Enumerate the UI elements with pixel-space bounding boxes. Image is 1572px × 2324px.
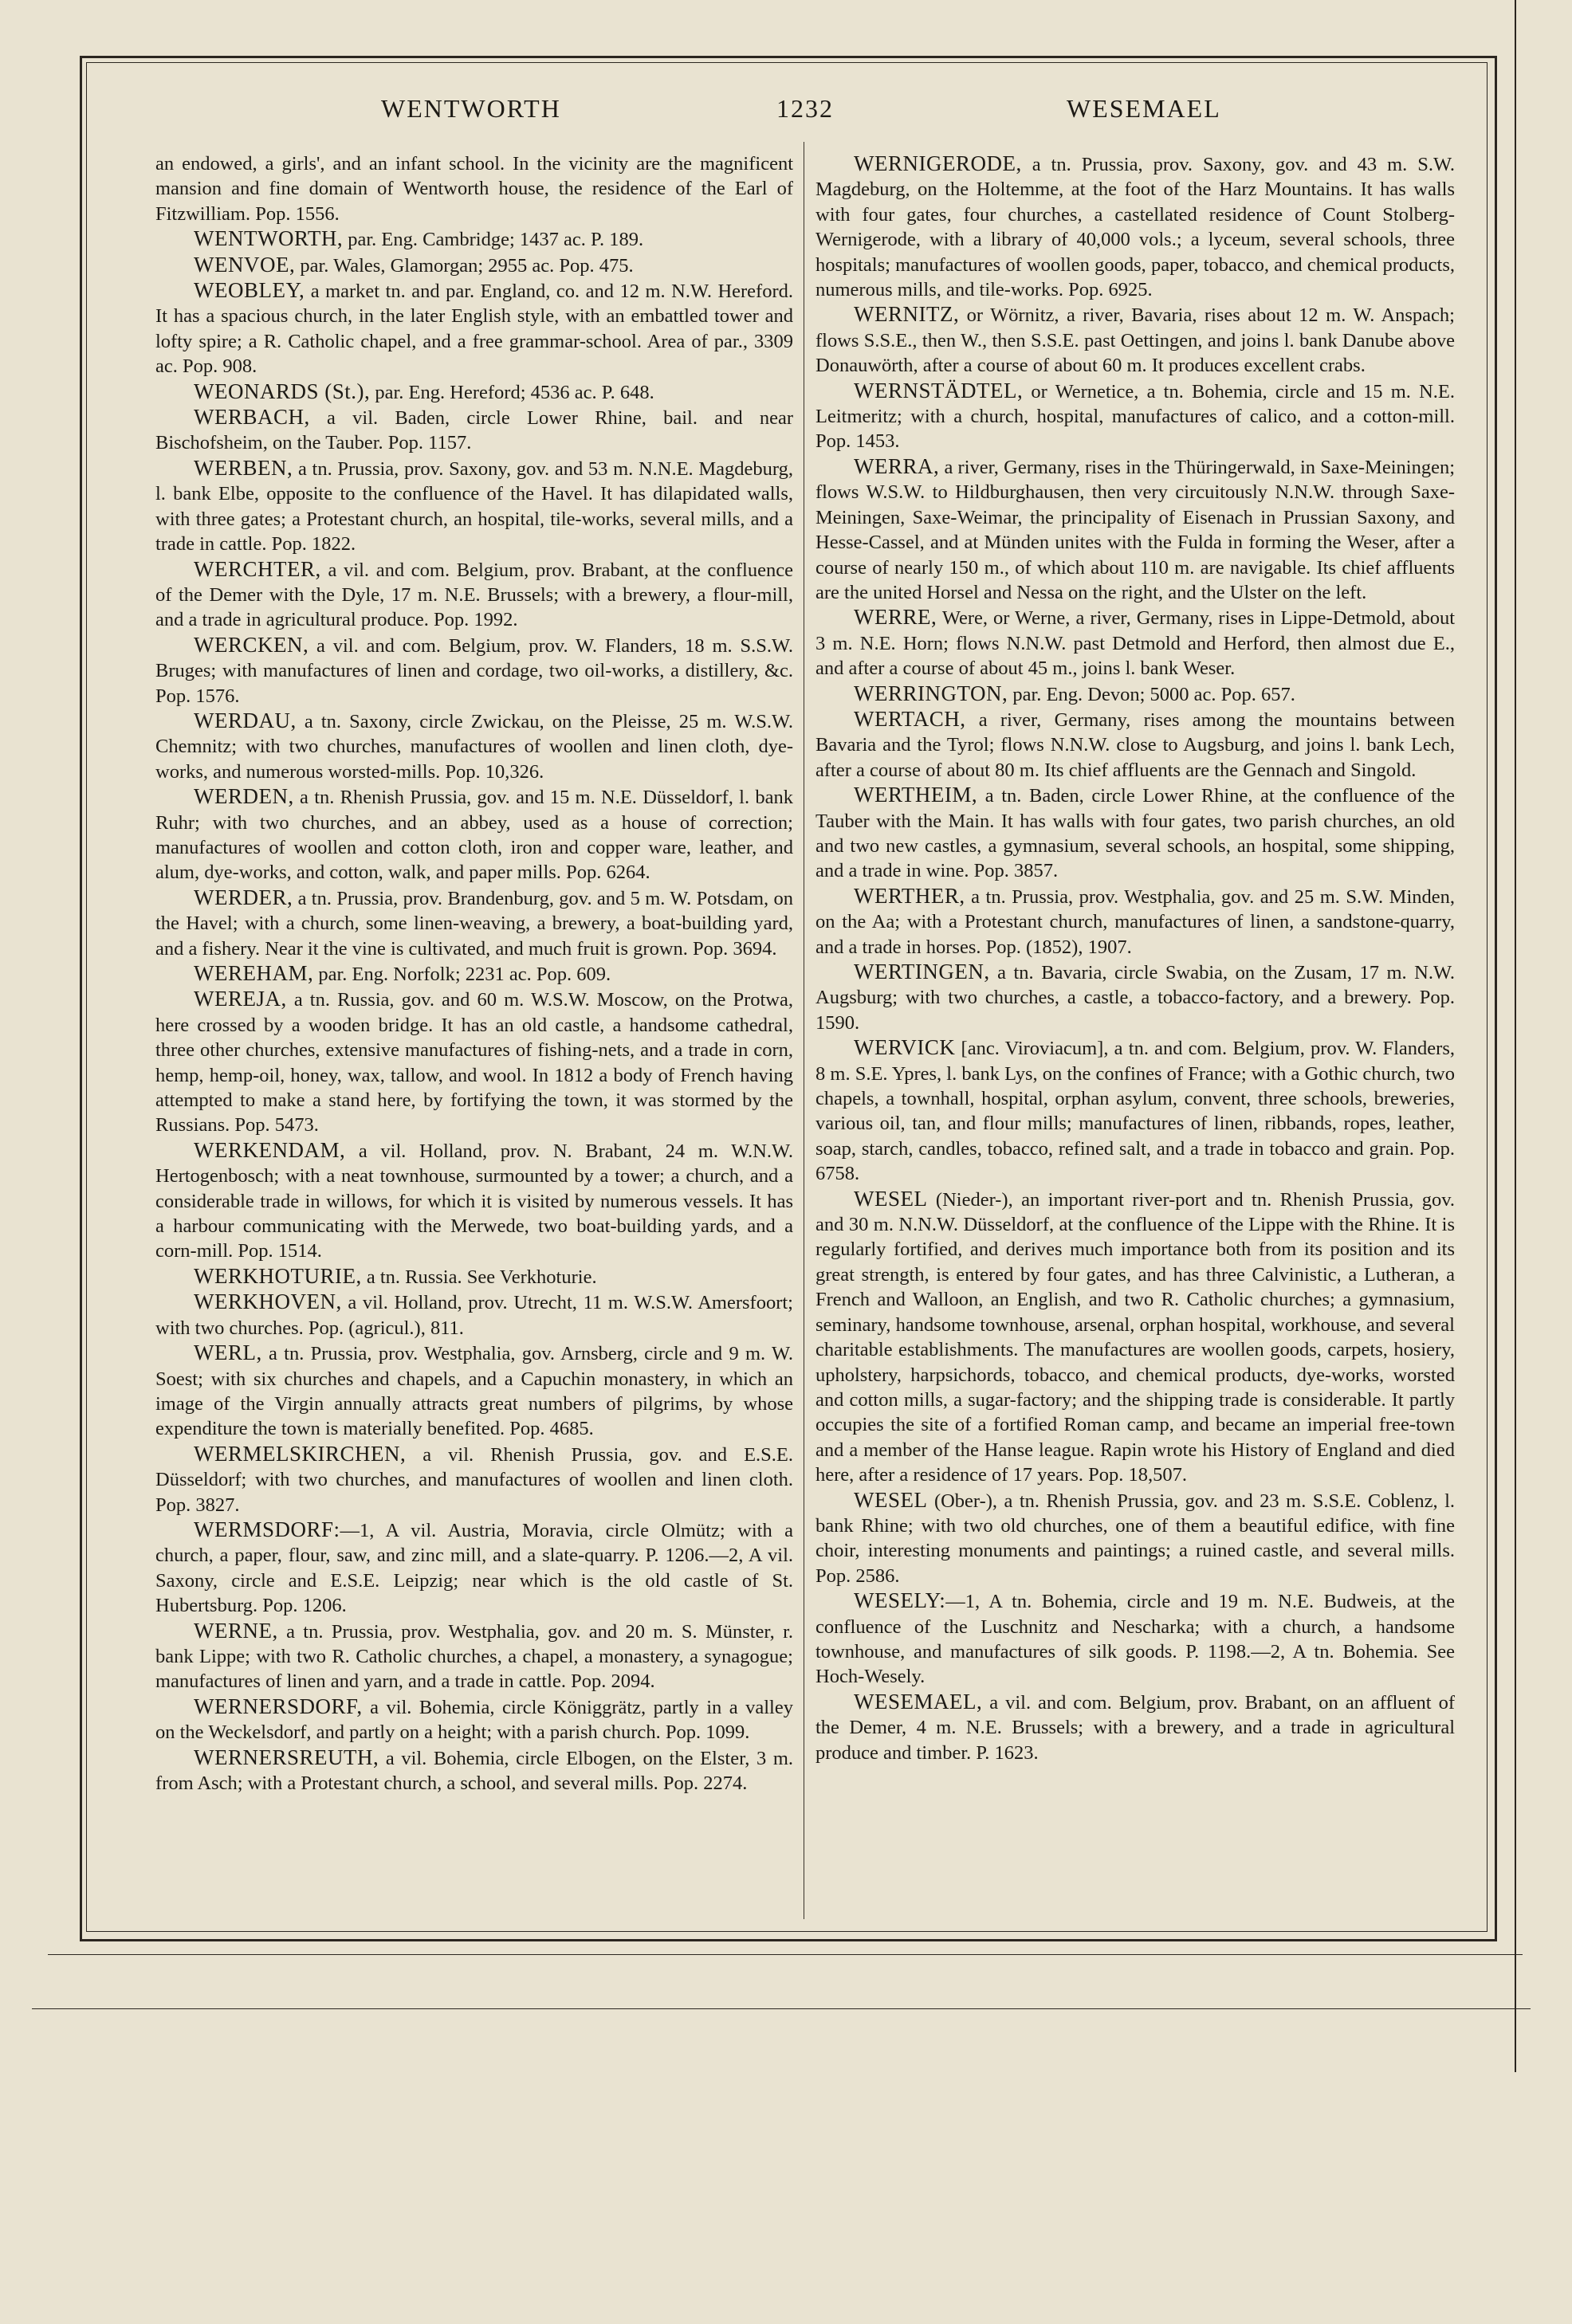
entry-headword: WESEL	[854, 1487, 928, 1512]
entry-text: a vil. Rhenish Prussia, gov. and E.S.E. Düsseldorf; with two churches, and manufactures of woollen and linen cloth. Pop. 3827.	[155, 1443, 793, 1516]
entry-text: a tn. Russia, gov. and 60 m. W.S.W. Moscow, on the Protwa, here crossed by a wooden bridge. It has an old castle, a handsome cathedral, three other churches, extensive manufactures of fishing-nets, and a trade in corn, hemp, hemp-oil, honey, wax, tallow, and wool. In 1812 a body of French having attempted to make a stand here, by fortifying the town, it was stormed by the Russians. Pop. 5473.	[155, 989, 793, 1136]
bottom-rule-2	[32, 2008, 1531, 2009]
gazetteer-entry	[155, 1619, 793, 1694]
entry-text: or Wörnitz, a river, Bavaria, rises about 12 m. W. Anspach; flows S.S.E., then W., then S.S.E. past Oettingen, and joins l. bank Danube above Donauwörth, after a course of about 60 m. It produces excellent crabs.	[815, 304, 1455, 377]
gazetteer-entry	[155, 1745, 793, 1796]
gazetteer-entry	[155, 885, 793, 961]
right-column	[815, 151, 1455, 1905]
gazetteer-entry	[815, 707, 1455, 783]
gazetteer-entry	[155, 1442, 793, 1517]
entry-text: a tn. Prussia, prov. Westphalia, gov. Arnsberg, circle and 9 m. W. Soest; with six churches and chapels, and a Capuchin monastery, in which an image of the Virgin annually attracts great numbers of pilgrims, by whose expenditure the town is materially benefited. Pop. 4685.	[155, 1343, 793, 1440]
entry-headword: WERTHER,	[854, 883, 965, 908]
entry-text: a tn. Bavaria, circle Swabia, on the Zusam, 17 m. N.W. Augsburg; with two churches, a castle, a tobacco-factory, and a brewery. Pop. 1590.	[815, 962, 1455, 1034]
entry-text: —1, A tn. Bohemia, circle and 19 m. N.E. Budweis, at the confluence of the Luschnitz and Nescharka; with a church, a handsome townhouse, and manufactures of silk goods. P. 1198.—2, A tn. Bohemia. See Hoch-Wesely.	[815, 1591, 1455, 1688]
gazetteer-entry	[815, 302, 1455, 378]
entry-text: an endowed, a girls', and an infant school. In the vicinity are the magnificent mansion and fine domain of Wentworth house, the residence of the Earl of Fitzwilliam. Pop. 1556.	[155, 153, 793, 225]
entry-text: a vil. Bohemia, circle Königgrätz, partly in a valley on the Weckelsdorf, and partly on a height; with a parish church. Pop. 1099.	[155, 1696, 793, 1744]
gazetteer-entry	[155, 379, 793, 405]
entry-headword: WEOBLEY,	[194, 278, 305, 303]
entry-text: par. Wales, Glamorgan; 2955 ac. Pop. 475.	[295, 254, 634, 277]
entry-headword: WERDEN,	[194, 784, 294, 809]
entry-text: a tn. Prussia, prov. Saxony, gov. and 53 m. N.N.E. Magdeburg, l. bank Elbe, opposite to the confluence of the Havel. It has dilapidated walls, with three gates; a Protestant church, an hospital, tile-works, several mills, and a trade in cattle. Pop. 1822.	[155, 457, 793, 555]
left-column	[155, 151, 793, 1905]
entry-headword: WERRINGTON,	[854, 681, 1008, 705]
entry-headword: WERDER,	[194, 885, 293, 909]
entry-headword: WERRE,	[854, 605, 937, 630]
entry-headword: WERVICK	[854, 1035, 956, 1060]
entry-headword: WERNIGERODE,	[854, 151, 1022, 175]
gazetteer-entry	[155, 456, 793, 557]
entry-headword: WERNSTÄDTEL,	[854, 378, 1024, 402]
gazetteer-entry	[155, 405, 793, 456]
gazetteer-entry	[155, 633, 793, 709]
entry-headword: WESEL	[854, 1186, 928, 1211]
entry-text: a vil. Holland, prov. Utrecht, 11 m. W.S.W. Amersfoort; with two churches. Pop. (agricul.), 811.	[155, 1292, 793, 1339]
entry-text: a vil. Baden, circle Lower Rhine, bail. and near Bischofsheim, on the Tauber. Pop. 1157.	[155, 407, 793, 454]
entry-headword: WERTACH,	[854, 706, 966, 731]
gazetteer-entry	[815, 1588, 1455, 1690]
entry-text: a vil. Bohemia, circle Elbogen, on the Elster, 3 m. from Asch; with a Protestant church, a school, and several mills. Pop. 2274.	[155, 1747, 793, 1794]
entry-headword: WERCKEN,	[194, 632, 309, 657]
entry-text: a tn. Saxony, circle Zwickau, on the Pleisse, 25 m. W.S.W. Chemnitz; with two churches, manufactures of woollen and linen cloth, dye-works, and numerous worsted-mills. Pop. 10,326.	[155, 710, 793, 783]
page-number: 1232	[776, 94, 834, 123]
gazetteer-entry	[155, 961, 793, 987]
gazetteer-entry	[155, 987, 793, 1137]
gazetteer-entry	[815, 681, 1455, 707]
entry-headword: WENTWORTH,	[194, 226, 344, 251]
gazetteer-entry	[815, 605, 1455, 681]
entry-text: a tn. Russia. See Verkhoturie.	[361, 1266, 597, 1288]
entry-headword: WERBACH,	[194, 405, 310, 430]
entry-text: a vil. and com. Belgium, prov. W. Flanders, 18 m. S.S.W. Bruges; with manufactures of linen and cordage, two oil-works, a distillery, &c. Pop. 1576.	[155, 634, 793, 707]
gazetteer-entry	[815, 151, 1455, 302]
entry-text: par. Eng. Cambridge; 1437 ac. P. 189.	[343, 229, 644, 251]
entry-headword: WERBEN,	[194, 455, 293, 480]
entry-headword: WERDAU,	[194, 708, 297, 732]
entry-text: Were, or Werne, a river, Germany, rises in Lippe-Detmold, about 3 m. N.E. Horn; flows N.N.W. past Detmold and Herford, then almost due E., and after a course of about 45 m., joins l. bank Weser.	[815, 607, 1455, 680]
entry-text: a vil. and com. Belgium, prov. Brabant, on an affluent of the Demer, 4 m. N.E. Brussels; with a brewery, and a trade in agricultural produce and timber. P. 1623.	[815, 1691, 1455, 1764]
entry-headword: WEONARDS (St.),	[194, 379, 371, 403]
entry-text: a vil. Holland, prov. N. Brabant, 24 m. W.N.W. Hertogenbosch; with a neat townhouse, surmounted by a tower; a church, and a considerable trade in willows, for which it is visited by numerous vessels. It has a harbour communicating with the Merwede, two boat-building yards, and a corn-mill. Pop. 1514.	[155, 1140, 793, 1262]
entry-headword: WERTHEIM,	[854, 783, 978, 807]
gazetteer-entry	[815, 783, 1455, 884]
gazetteer-entry	[815, 960, 1455, 1035]
gazetteer-entry	[155, 253, 793, 278]
gazetteer-entry	[815, 1488, 1455, 1589]
entry-text: (Nieder-), an important river-port and tn. Rhenish Prussia, gov. and 30 m. N.N.W. Düsseldorf, at the confluence of the Lippe with the Rhine. It is regularly fortified, and derives much importance both from its position and its great strength, is entered by four gates, and has three Calvinistic, a Lutheran, a French and Walloon, an English, and two R. Catholic churches; a gymnasium, seminary, handsome townhouse, arsenal, orphan hospital, workhouse, and several charitable establishments. The manufactures are woollen goods, carpets, hosiery, upholstery, harpsichords, tobacco, and chemical products, dye-works, worsted and cotton mills, a sugar-factory; and the shipping trade is considerable. It partly occupies the site of a fortified Roman camp, and became an imperial free-town and a member of the Hanse league. Rapin wrote his History of England and died here, after a residence of 17 years. Pop. 18,507.	[815, 1188, 1455, 1486]
entry-headword: WESEMAEL,	[854, 1689, 983, 1714]
entry-text: a river, Germany, rises among the mountains between Bavaria and the Tyrol; flows N.N.W. close to Augsburg, and joins l. bank Lech, after a course of about 80 m. Its chief affluents are the Gennach and Singold.	[815, 709, 1455, 781]
entry-text: a tn. Rhenish Prussia, gov. and 15 m. N.E. Düsseldorf, l. bank Ruhr; with two churches, and an abbey, used as a house of correction; manufactures of woollen and cotton cloth, iron and copper ware, leather, and alum, dye-works, and cotton, walk, and paper mills. Pop. 6264.	[155, 787, 793, 884]
entry-text: or Wernetice, a tn. Bohemia, circle and 15 m. N.E. Leitmeritz; with a church, hospital, manufactures of calico, and a cotton-mill. Pop. 1453.	[815, 380, 1455, 453]
entry-headword: WERL,	[194, 1341, 262, 1365]
entry-text: a tn. Prussia, prov. Saxony, gov. and 43 m. S.W. Magdeburg, on the Holtemme, at the foot of the Harz Mountains. It has walls with four gates, four churches, a castellated residence of Count Stolberg-Wernigerode, with a library of 40,000 vols.; a lyceum, several schools, three hospitals; manufactures of woollen goods, paper, tobacco, and chemical products, numerous mills, and tile-works. Pop. 6925.	[815, 154, 1455, 301]
entry-text: a tn. Prussia, prov. Westphalia, gov. and 25 m. S.W. Minden, on the Aa; with a Protestant church, manufactures of linen, a sandstone-quarry, and a trade in horses. Pop. (1852), 1907.	[815, 885, 1455, 958]
entry-text: (Ober-), a tn. Rhenish Prussia, gov. and 23 m. S.S.E. Coblenz, l. bank Rhine; with two old churches, one of them a beautiful edifice, with fine choir, interesting monuments and paintings; a ruined castle, and several mills. Pop. 2586.	[815, 1490, 1455, 1587]
entry-text: —1, A vil. Austria, Moravia, circle Olmütz; with a church, a paper, flour, saw, and zinc mill, and a slate-quarry. P. 1206.—2, A vil. Saxony, circle and E.S.E. Leipzig; near which is the old castle of St. Hubertsburg. Pop. 1206.	[155, 1519, 793, 1617]
running-head-left: WENTWORTH	[381, 94, 561, 123]
bottom-rule	[48, 1954, 1523, 1955]
gazetteer-entry	[155, 1694, 793, 1745]
entry-text: a market tn. and par. England, co. and 12 m. N.W. Hereford. It has a spacious church, in the later English style, with an embattled tower and lofty spire; a R. Catholic chapel, and a free grammar-school. Area of par., 3309 ac. Pop. 908.	[155, 281, 793, 378]
entry-headword: WENVOE,	[194, 252, 296, 277]
gazetteer-entry	[155, 151, 793, 226]
entry-text: a river, Germany, rises in the Thüringerwald, in Saxe-Meiningen; flows W.S.W. to Hildburghausen, then very circuitously N.N.W. through Saxe-Meiningen, Saxe-Weimar, the principality of Eisenach in Prussian Saxony, and Hesse-Cassel, and at Münden unites with the Fulda in forming the Weser, after a course of nearly 150 m., of which about 110 m. are navigable. Its chief affluents are the united Horsel and Nessa on the right, and the Ulster on the left.	[815, 456, 1455, 603]
entry-text: a tn. Prussia, prov. Westphalia, gov. and 20 m. S. Münster, r. bank Lippe; with two R. Catholic churches, a chapel, a monastery, a synagogue; manufactures of linen and yarn, and a trade in cattle. Pop. 2094.	[155, 1620, 793, 1693]
entry-text: a vil. and com. Belgium, prov. Brabant, at the confluence of the Demer with the Dyle, 17 m. N.E. Brussels; with a brewery, a flour-mill, and a trade in agricultural produce. Pop. 1992.	[155, 559, 793, 631]
entry-text: a tn. Baden, circle Lower Rhine, at the confluence of the Tauber with the Main. It has walls with four gates, two parish churches, an old and two new castles, a gymnasium, several schools, an hospital, some shipping, and a trade in wine. Pop. 3857.	[815, 785, 1455, 882]
entry-headword: WERNERSDORF,	[194, 1694, 363, 1718]
gazetteer-entry	[815, 379, 1455, 454]
entry-headword: WEREJA,	[194, 987, 287, 1011]
entry-headword: WERNE,	[194, 1618, 278, 1643]
gazetteer-entry	[155, 709, 793, 784]
gazetteer-entry	[815, 1187, 1455, 1488]
entry-headword: WERNERSREUTH,	[194, 1745, 379, 1769]
gazetteer-entry	[815, 884, 1455, 960]
gazetteer-entry	[815, 1690, 1455, 1765]
gazetteer-entry	[155, 1290, 793, 1341]
gazetteer-entry	[815, 1035, 1455, 1186]
entry-headword: WERMSDORF:	[194, 1517, 340, 1541]
right-edge-line	[1515, 0, 1516, 2072]
entry-headword: WERKENDAM,	[194, 1137, 346, 1162]
gazetteer-entry	[155, 1264, 793, 1290]
gazetteer-entry	[155, 1138, 793, 1264]
entry-text: par. Eng. Devon; 5000 ac. Pop. 657.	[1008, 683, 1295, 705]
gazetteer-entry	[155, 1341, 793, 1442]
entry-headword: WERKHOTURIE,	[194, 1263, 362, 1288]
gazetteer-entry	[155, 278, 793, 379]
gazetteer-entry	[155, 226, 793, 252]
entry-headword: WERKHOVEN,	[194, 1290, 342, 1314]
entry-text: par. Eng. Norfolk; 2231 ac. Pop. 609.	[313, 964, 611, 985]
running-head-right: WESEMAEL	[1067, 94, 1221, 123]
entry-headword: WEREHAM,	[194, 961, 314, 985]
entry-text: a tn. Prussia, prov. Brandenburg, gov. and 5 m. W. Potsdam, on the Havel; with a church, some linen-weaving, a brewery, a boat-building yard, and a fishery. Near it the vine is cultivated, and much fruit is grown. Pop. 3694.	[155, 887, 793, 960]
entry-headword: WERCHTER,	[194, 556, 321, 581]
entry-text: par. Eng. Hereford; 4536 ac. P. 648.	[370, 381, 654, 403]
gazetteer-entry	[155, 1517, 793, 1619]
gazetteer-entry	[155, 784, 793, 885]
gazetteer-entry	[815, 454, 1455, 605]
entry-headword: WERRA,	[854, 453, 940, 478]
gazetteer-entry	[155, 557, 793, 633]
page-header	[120, 94, 1475, 129]
entry-headword: WESELY:	[854, 1588, 946, 1613]
entry-headword: WERTINGEN,	[854, 960, 990, 983]
entry-headword: WERMELSKIRCHEN,	[194, 1441, 407, 1466]
entry-headword: WERNITZ,	[854, 302, 960, 327]
entry-text: [anc. Viroviacum], a tn. and com. Belgium, prov. W. Flanders, 8 m. S.E. Ypres, l. bank Lys, on the confines of France; with a Gothic church, two chapels, a townhall, hospital, orphan asylum, convent, three schools, breweries, various oil, tan, and flour mills; manufactures of linen, ribbands, ropes, leather, soap, starch, candles, tobacco, refined salt, and a trade in tobacco and grain. Pop. 6758.	[815, 1038, 1455, 1185]
